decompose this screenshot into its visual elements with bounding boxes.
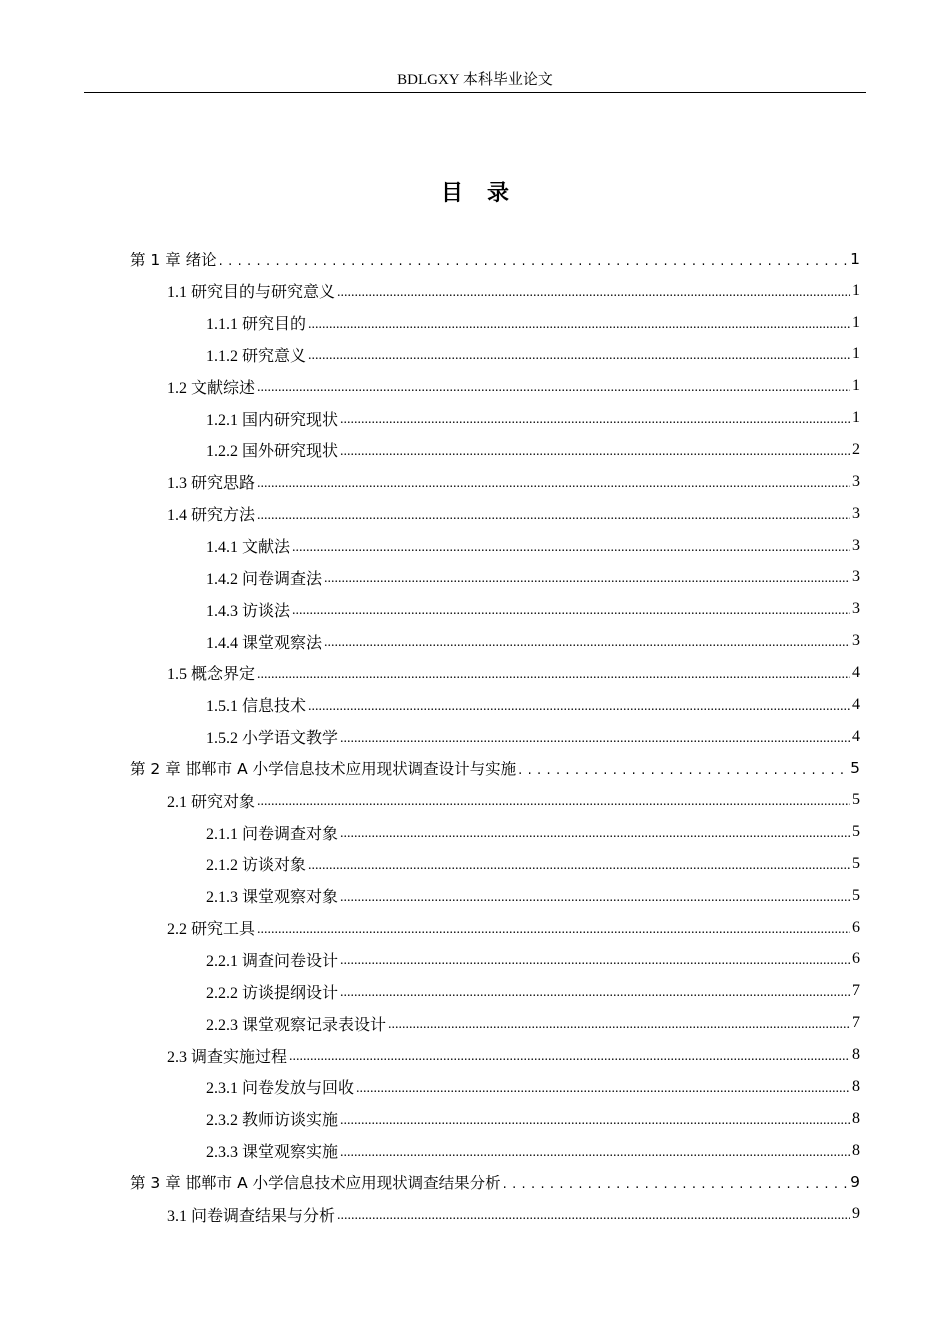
toc-dot-leader [324,569,850,585]
toc-entry-page: 1 [852,345,860,363]
toc-entry-title: 第 3 章 邯郸市 A 小学信息技术应用现状调查结果分析 [130,1174,501,1193]
toc-dot-leader [340,1143,850,1159]
toc-entry-title: 2.2 研究工具 [167,921,256,939]
toc-entry-page: 1 [850,249,860,268]
toc-entry-page: 5 [852,886,860,904]
toc-entry[interactable] [130,657,860,689]
toc-entry[interactable] [130,944,860,976]
toc-dot-leader [503,1174,849,1190]
toc-entry[interactable] [130,1198,860,1230]
toc-entry-title: 第 2 章 邯郸市 A 小学信息技术应用现状调查设计与实施 [130,760,517,779]
toc-title: 目录 [440,181,533,206]
toc-entry-page: 5 [852,854,860,872]
toc-entry[interactable] [130,1071,860,1103]
toc-dot-leader [292,601,850,617]
toc-dot-leader [219,251,848,267]
toc-entry[interactable] [130,753,860,785]
toc-entry[interactable] [130,339,860,371]
toc-entry-title: 3.1 问卷调查结果与分析 [167,1207,336,1225]
toc-entry-title: 1.5.1 信息技术 [206,698,307,716]
toc-dot-leader [257,920,850,936]
toc-dot-leader [308,346,850,362]
toc-dot-leader [518,760,848,776]
toc-entry[interactable] [130,721,860,753]
toc-entry[interactable] [130,561,860,593]
toc-entry[interactable] [130,975,860,1007]
toc-entry-page: 6 [852,918,860,936]
toc-entry-page: 3 [852,504,860,522]
toc-entry-title: 1.2.1 国内研究现状 [206,411,339,429]
page-header [84,68,866,93]
toc-entry-page: 4 [852,663,860,681]
toc-entry-page: 5 [850,759,860,778]
toc-dot-leader [337,1206,850,1222]
toc-dot-leader [337,283,850,299]
toc-entry[interactable] [130,243,860,275]
toc-entry-title: 1.4.4 课堂观察法 [206,634,323,652]
toc-entry[interactable] [130,370,860,402]
toc-entry-title: 1.2 文献综述 [167,379,256,397]
toc-entry-title: 1.5 概念界定 [167,666,256,684]
toc-entry[interactable] [130,498,860,530]
table-of-contents [130,243,860,1230]
toc-entry-title: 2.1.3 课堂观察对象 [206,889,339,907]
toc-entry[interactable] [130,689,860,721]
toc-entry-page: 8 [852,1141,860,1159]
toc-entry-page: 9 [852,1205,860,1223]
toc-entry-title: 2.1 研究对象 [167,793,256,811]
toc-entry[interactable] [130,625,860,657]
toc-entry-page: 4 [852,695,860,713]
toc-entry-page: 3 [852,568,860,586]
toc-entry[interactable] [130,1103,860,1135]
toc-dot-leader [257,665,850,681]
toc-entry[interactable] [130,530,860,562]
toc-entry-page: 5 [852,823,860,841]
toc-dot-leader [257,792,850,808]
toc-entry-page: 4 [852,727,860,745]
toc-entry[interactable] [130,275,860,307]
toc-entry-page: 1 [852,313,860,331]
toc-entry[interactable] [130,848,860,880]
toc-entry-title: 1.1 研究目的与研究意义 [167,284,336,302]
toc-dot-leader [340,951,850,967]
toc-entry[interactable] [130,593,860,625]
toc-entry-title: 1.4.2 问卷调查法 [206,570,323,588]
toc-entry-title: 2.3 调查实施过程 [167,1048,288,1066]
toc-entry[interactable] [130,307,860,339]
toc-entry-page: 2 [852,440,860,458]
toc-dot-leader [340,888,850,904]
toc-entry-title: 2.2.2 访谈提纲设计 [206,984,339,1002]
toc-dot-leader [340,729,850,745]
toc-dot-leader [340,442,850,458]
toc-dot-leader [356,1079,850,1095]
toc-entry-page: 8 [852,1046,860,1064]
toc-entry-title: 第 1 章 绪论 [130,250,217,269]
header-title: BDLGXY 本科毕业论文 [397,72,553,88]
toc-entry-title: 2.3.2 教师访谈实施 [206,1112,339,1130]
toc-entry-title: 1.5.2 小学语文教学 [206,730,339,748]
toc-entry-page: 5 [852,791,860,809]
toc-dot-leader [308,697,850,713]
toc-dot-leader [324,633,850,649]
toc-entry-title: 2.1.2 访谈对象 [206,857,307,875]
toc-entry-page: 7 [852,1014,860,1032]
toc-entry-title: 1.4.3 访谈法 [206,602,291,620]
toc-dot-leader [257,378,850,394]
toc-dot-leader [257,506,850,522]
toc-entry[interactable] [130,912,860,944]
toc-entry[interactable] [130,1135,860,1167]
toc-entry[interactable] [130,816,860,848]
toc-dot-leader [308,856,850,872]
toc-entry[interactable] [130,434,860,466]
toc-entry[interactable] [130,1007,860,1039]
toc-entry-title: 1.2.2 国外研究现状 [206,443,339,461]
toc-dot-leader [292,538,850,554]
toc-entry[interactable] [130,1166,860,1198]
toc-entry[interactable] [130,402,860,434]
toc-dot-leader [340,410,850,426]
toc-entry-page: 1 [852,281,860,299]
toc-entry[interactable] [130,466,860,498]
toc-entry[interactable] [130,880,860,912]
toc-entry-title: 2.3.3 课堂观察实施 [206,1144,339,1162]
toc-entry-page: 8 [852,1077,860,1095]
toc-entry-page: 8 [852,1109,860,1127]
toc-entry-page: 9 [850,1173,860,1192]
toc-entry-title: 1.4.1 文献法 [206,539,291,557]
toc-dot-leader [388,1015,850,1031]
toc-entry-title: 1.4 研究方法 [167,507,256,525]
toc-dot-leader [340,983,850,999]
toc-entry-title: 1.1.1 研究目的 [206,316,307,334]
toc-dot-leader [257,474,850,490]
toc-entry-title: 2.3.1 问卷发放与回收 [206,1080,355,1098]
toc-entry[interactable] [130,1039,860,1071]
toc-entry-title: 2.2.1 调查问卷设计 [206,952,339,970]
toc-entry-page: 7 [852,982,860,1000]
toc-entry-page: 1 [852,409,860,427]
toc-dot-leader [340,824,850,840]
toc-entry-page: 3 [852,600,860,618]
toc-entry-page: 6 [852,950,860,968]
toc-dot-leader [289,1047,850,1063]
toc-entry-title: 1.3 研究思路 [167,475,256,493]
toc-entry-page: 3 [852,536,860,554]
toc-dot-leader [340,1111,850,1127]
toc-entry-page: 1 [852,377,860,395]
toc-entry-page: 3 [852,472,860,490]
toc-entry-title: 2.1.1 问卷调查对象 [206,825,339,843]
toc-entry-title: 2.2.3 课堂观察记录表设计 [206,1016,387,1034]
toc-dot-leader [308,315,850,331]
toc-entry-page: 3 [852,632,860,650]
toc-entry[interactable] [130,784,860,816]
toc-entry-title: 1.1.2 研究意义 [206,347,307,365]
